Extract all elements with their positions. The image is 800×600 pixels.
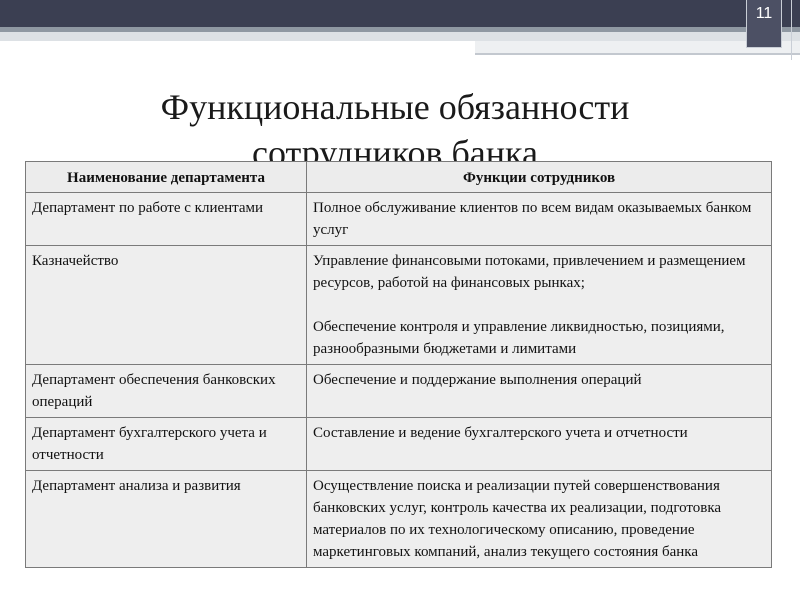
slide-title-line-2: сотрудников банка xyxy=(252,133,538,174)
table-header-row xyxy=(26,162,772,193)
functions-cell xyxy=(307,365,772,418)
function-text: Осуществление поиска и реализации путей совершенствования банковских услуг, контроль качества их реализации, подготовка материалов по их технологическому описанию, проведение маркетинговых компаний, анализ текущего состояния банка xyxy=(313,478,722,560)
department-cell: Департамент по работе с клиентами xyxy=(26,193,307,246)
table-row xyxy=(26,365,772,418)
header-stripe-line xyxy=(475,53,800,55)
functions-cell xyxy=(307,471,772,568)
functions-table xyxy=(25,161,772,568)
function-text: Обеспечение и поддержание выполнения операций xyxy=(313,372,642,388)
column-header-functions: Функции сотрудников xyxy=(307,162,772,193)
functions-cell xyxy=(307,246,772,365)
functions-cell xyxy=(307,418,772,471)
header-band xyxy=(0,0,800,27)
function-text: Составление и ведение бухгалтерского учета и отчетности xyxy=(313,425,688,441)
slide-title-line-1: Функциональные обязанности xyxy=(160,87,630,128)
column-header-department: Наименование департамента xyxy=(26,162,307,193)
department-cell: Департамент анализа и развития xyxy=(26,471,307,568)
department-cell: Казначейство xyxy=(26,246,307,365)
table-row xyxy=(26,471,772,568)
decorative-vertical-line xyxy=(791,0,792,60)
table-row xyxy=(26,193,772,246)
department-cell: Департамент обеспечения банковских операций xyxy=(26,365,307,418)
page-number: 11 xyxy=(755,5,773,22)
function-text: Обеспечение контроля и управление ликвидностью, позициями, разнообразными бюджетами и лимитами xyxy=(313,319,725,357)
table-row xyxy=(26,418,772,471)
function-text: Управление финансовыми потоками, привлечением и размещением ресурсов, работой на финансовых рынках; xyxy=(313,253,746,291)
header-stripe-light xyxy=(0,32,800,41)
department-cell: Департамент бухгалтерского учета и отчетности xyxy=(26,418,307,471)
functions-cell xyxy=(307,193,772,246)
table-row xyxy=(26,246,772,365)
function-text: Полное обслуживание клиентов по всем видам оказываемых банком услуг xyxy=(313,200,752,238)
